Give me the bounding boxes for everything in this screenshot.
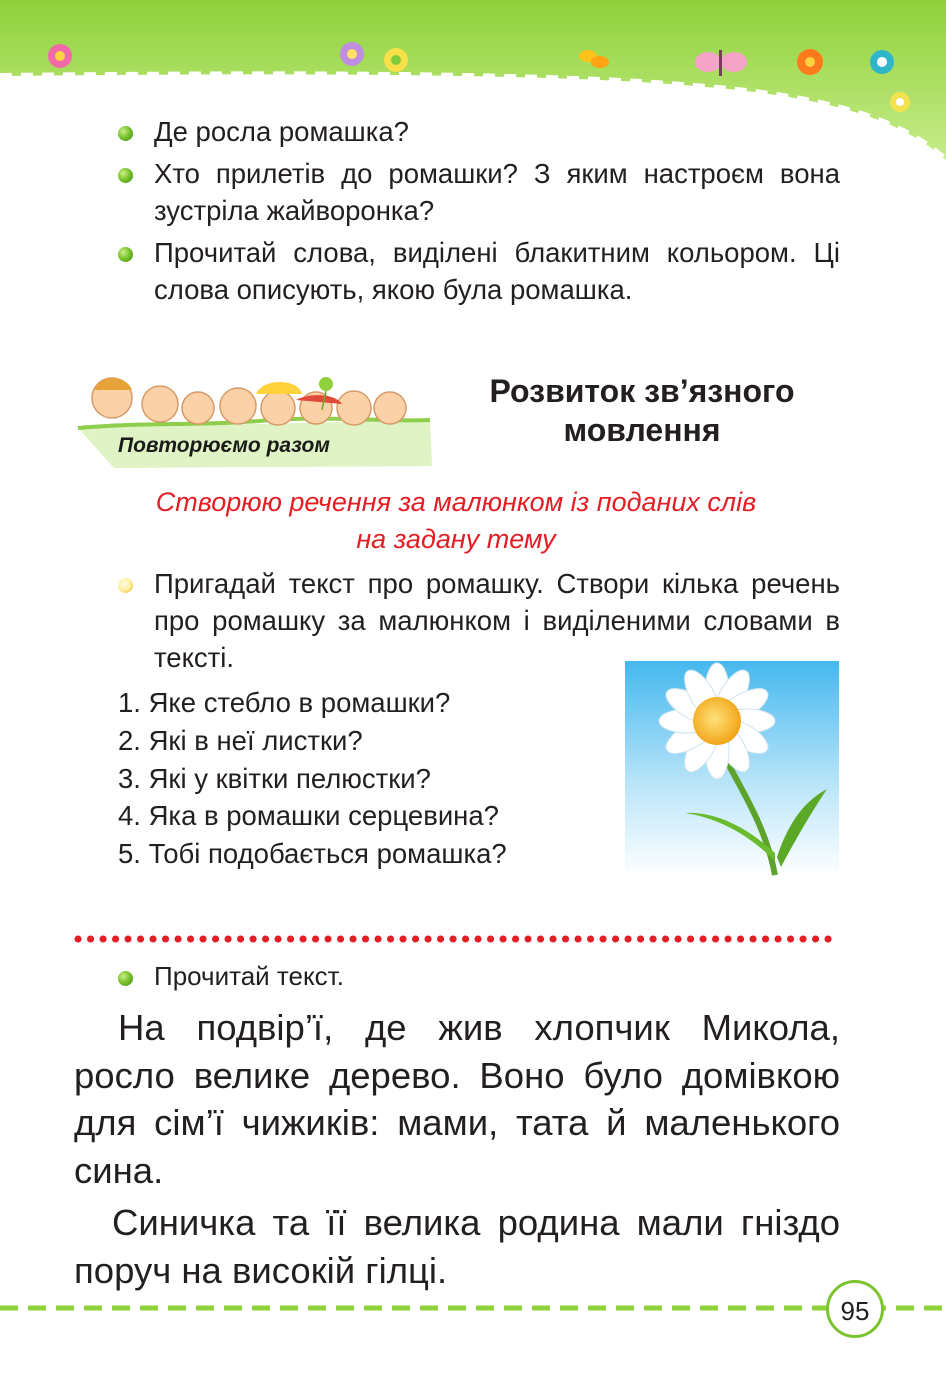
list-item [118,565,840,676]
task-subtitle [70,484,842,558]
page-number: 95 [840,1296,870,1326]
green-bullet-icon [118,168,133,183]
instruction-text: Пригадай текст про ромашку. Створи кілька речень про ромашку за малюнком і виділеними словами в тексті. [154,568,840,673]
list-item [118,113,840,150]
story-paragraph: На подвір’ї, де жив хлопчик Микола, росло велике дерево. Воно було домівкою для сім’ї чижиків: мами, тата й маленького сина. [74,1007,840,1191]
list-item [118,234,840,308]
flower-orange-icon [797,49,823,75]
green-bullet-icon [118,971,133,986]
list-item [118,958,840,995]
list-item [118,155,840,229]
heading-line: мовлення [563,412,721,448]
list-item: 1. Яке стебло в ромашки? [118,687,451,718]
question-text: Прочитай слова, виділені блакитним кольором. Ці слова описують, якою була ромашка. [154,237,840,305]
green-bullet-icon [118,247,133,262]
question-text: Де росла ромашка? [154,116,409,147]
numbered-questions [118,684,618,873]
question-text: Хто прилетів до ромашки? З яким настроєм вона зустріла жайворонка? [154,158,840,226]
flower-yellow-small-icon [890,92,910,112]
page-number-badge [826,1280,884,1338]
story-paragraph: Синичка та її велика родина мали гніздо поруч на високій гілці. [74,1202,840,1291]
heading-line: Розвиток зв’язного [489,373,795,409]
flower-yellow-icon [384,48,408,72]
flower-pink-icon [48,44,72,68]
section-heading [440,372,844,450]
dotted-divider [74,934,842,944]
yellow-bullet-icon [118,578,133,593]
reading-instruction [118,958,840,1000]
green-bullet-icon [118,126,133,141]
bottom-dashed-line [0,1303,946,1313]
flower-teal-icon [870,50,894,74]
subtitle-line: на задану тему [356,524,556,554]
flower-lilac-icon [340,42,364,66]
story-text [74,1004,840,1294]
list-item: 3. Які у квітки пелюстки? [118,762,431,794]
section-badge-label: Повторюємо разом [118,434,330,457]
daisy-illustration [625,661,839,877]
instruction-text: Прочитай текст. [154,961,344,991]
subtitle-line: Створюю речення за малюнком із поданих слів [155,487,757,517]
comprehension-questions [118,113,840,313]
list-item: 4. Яка в ромашки серцевина? [118,800,499,832]
list-item: 2. Які в неї листки? [118,724,363,756]
list-item: 5. Тобі подобається ромашка? [118,838,507,870]
